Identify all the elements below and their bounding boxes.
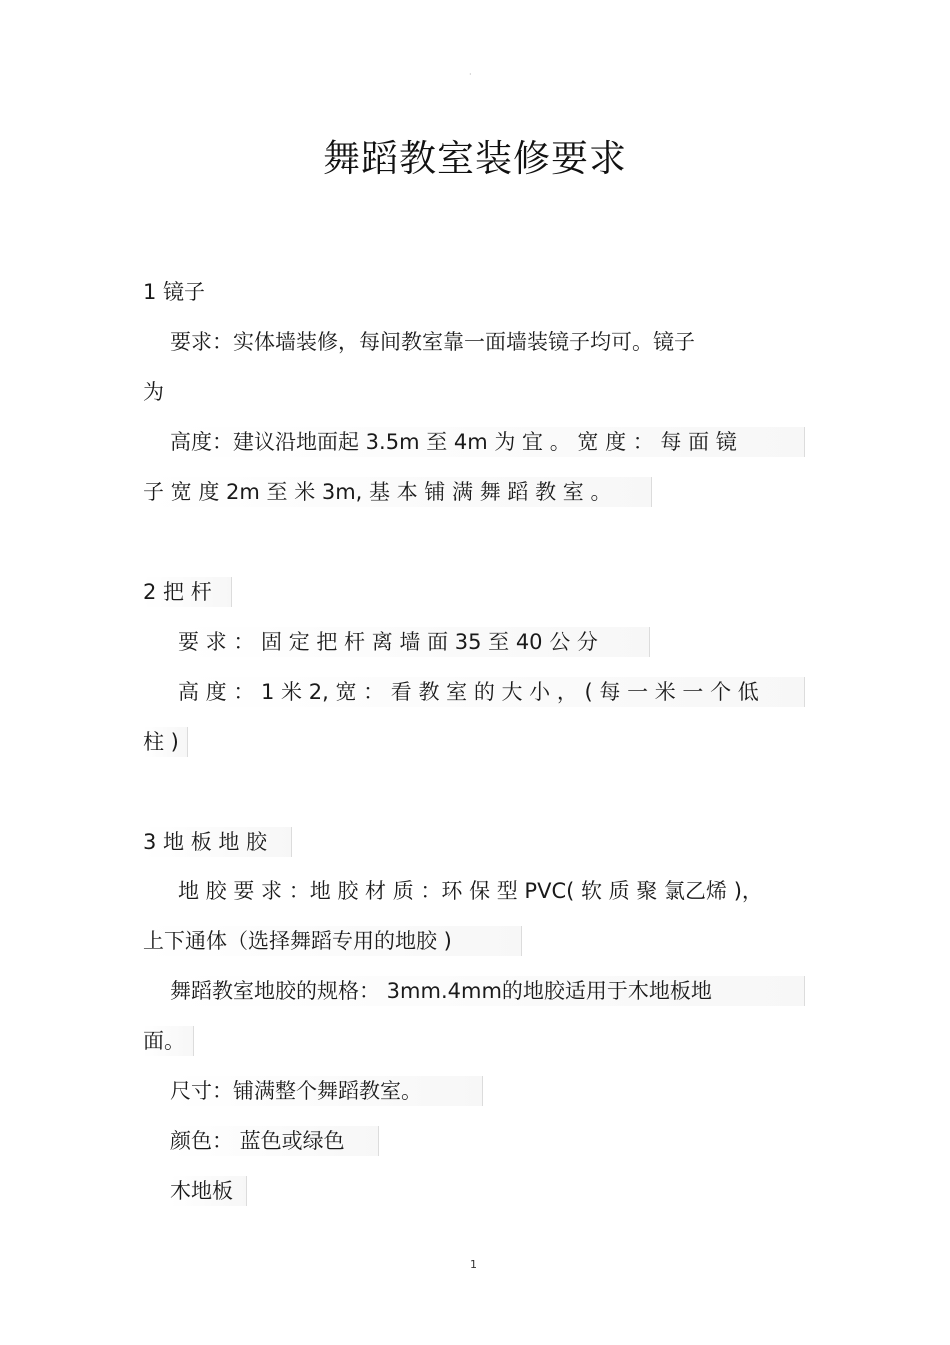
mirror-height: 高度：建议沿地面起 3.5m 至 4m 为 宜 。 宽 度 ： 每 面 镜 xyxy=(170,427,805,457)
flooring-material: 地 胶 要 求 ：地 胶 材 质 ：环 保 型 PVC( 软 质 聚 氯乙烯 )， xyxy=(178,879,763,903)
barre-height-cont: 柱 ) xyxy=(143,727,188,757)
flooring-color: 颜色： 蓝色或绿色 xyxy=(170,1126,379,1156)
section-heading-mirror: 1 镜子 xyxy=(143,280,206,304)
flooring-size: 尺寸：铺满整个舞蹈教室。 xyxy=(170,1076,483,1106)
wood-floor-label: 木地板 xyxy=(170,1176,247,1206)
page-number: 1 xyxy=(470,1258,477,1271)
flooring-material-cont: 上下通体（选择舞蹈专用的地胶 ) xyxy=(143,926,522,956)
section-heading-flooring: 3 地 板 地 胶 xyxy=(143,827,292,857)
flooring-spec: 舞蹈教室地胶的规格： 3mm.4mm的地胶适用于木地板地 xyxy=(170,976,805,1006)
page-title: 舞蹈教室装修要求 xyxy=(323,137,627,180)
mirror-requirement: 要求：实体墙装修，每间教室靠一面墙装镜子均可。镜子 xyxy=(170,330,695,354)
barre-height: 高 度 ： 1 米 2, 宽 ： 看 教 室 的 大 小 ， ( 每 一 米 一 个 低 xyxy=(178,677,805,707)
mirror-requirement-cont: 为 xyxy=(143,380,164,404)
mirror-width: 子 宽 度 2m 至 米 3m, 基 本 铺 满 舞 蹈 教 室 。 xyxy=(143,477,652,507)
header-mark: · xyxy=(469,70,472,79)
section-heading-barre: 2 把 杆 xyxy=(143,577,232,607)
flooring-spec-cont: 面。 xyxy=(143,1026,194,1056)
barre-requirement: 要 求 ： 固 定 把 杆 离 墙 面 35 至 40 公 分 xyxy=(178,627,650,657)
